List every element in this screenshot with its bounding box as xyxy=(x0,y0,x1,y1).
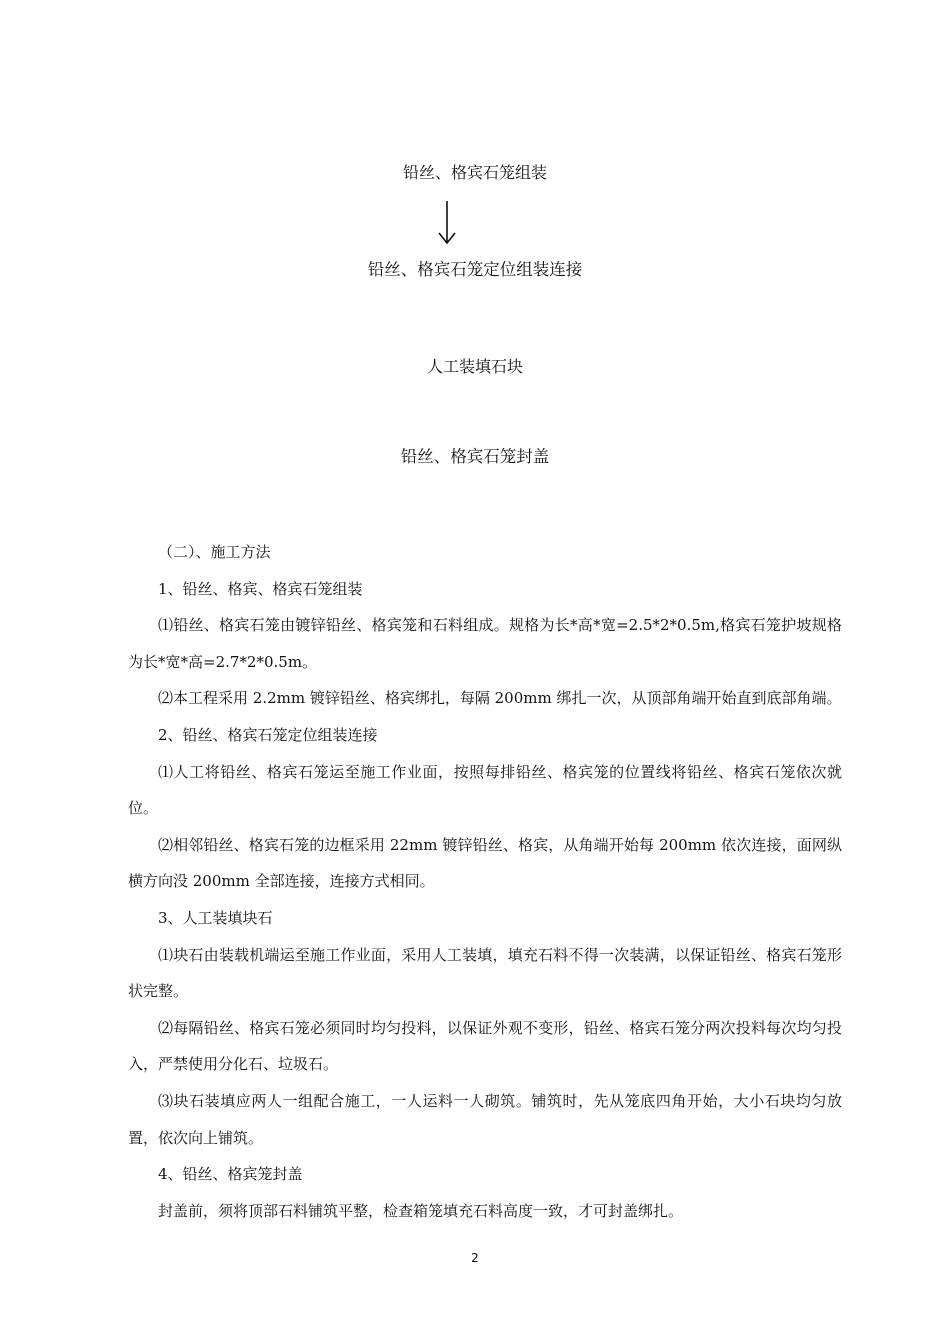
paragraph: ⑴人工将铅丝、格宾石笼运至施工作业面，按照每排铅丝、格宾笼的位置线将铅丝、格宾石笼依次就位。 xyxy=(128,762,842,818)
item-heading-4: 4、铅丝、格宾笼封盖 xyxy=(158,1165,303,1184)
flow-step-2: 铅丝、格宾石笼定位组装连接 xyxy=(367,260,583,279)
page-number: 2 xyxy=(471,1251,479,1265)
paragraph: ⑴铅丝、格宾石笼由镀锌铅丝、格宾笼和石料组成。规格为长*高*宽=2.5*2*0.5m,格宾石笼护坡规格为长*宽*高=2.7*2*0.5m。 xyxy=(128,616,842,671)
paragraph: 封盖前，须将顶部石料铺筑平整，检查箱笼填充石料高度一致，才可封盖绑扎。 xyxy=(158,1201,684,1220)
paragraph: ⑴块石由装载机端运至施工作业面，采用人工装填，填充石料不得一次装满，以保证铅丝、格宾石笼形状完整。 xyxy=(128,945,842,1001)
paragraph: ⑶块石装填应两人一组配合施工，一人运料一人砌筑。铺筑时，先从笼底四角开始，大小石块均匀放置，依次向上铺筑。 xyxy=(128,1091,842,1147)
item-heading-3: 3、人工装填块石 xyxy=(158,908,273,927)
item-heading-2: 2、铅丝、格宾石笼定位组装连接 xyxy=(158,725,378,744)
section-title: （二）、施工方法 xyxy=(158,543,271,561)
flow-step-4: 铅丝、格宾石笼封盖 xyxy=(400,447,550,466)
paragraph: ⑵每隔铅丝、格宾石笼必须同时均匀投料，以保证外观不变形，铅丝、格宾石笼分两次投料每次均匀投入，严禁使用分化石、垃圾石。 xyxy=(128,1018,842,1074)
flow-step-1: 铅丝、格宾石笼组装 xyxy=(402,163,547,182)
down-arrow-icon xyxy=(435,200,459,246)
paragraph: ⑵相邻铅丝、格宾石笼的边框采用 22mm 镀锌铅丝、格宾，从角端开始每 200mm 依次连接，面网纵横方向没 200mm 全部连接，连接方式相同。 xyxy=(128,835,842,891)
flow-step-3: 人工装填石块 xyxy=(426,357,523,376)
item-heading-1: 1、铅丝、格宾、格宾石笼组装 xyxy=(158,579,363,598)
construction-method-section xyxy=(128,534,842,1229)
paragraph: ⑵本工程采用 2.2mm 镀锌铅丝、格宾绑扎，每隔 200mm 绑扎一次，从顶部角端开始直到底部角端。 xyxy=(158,689,842,708)
